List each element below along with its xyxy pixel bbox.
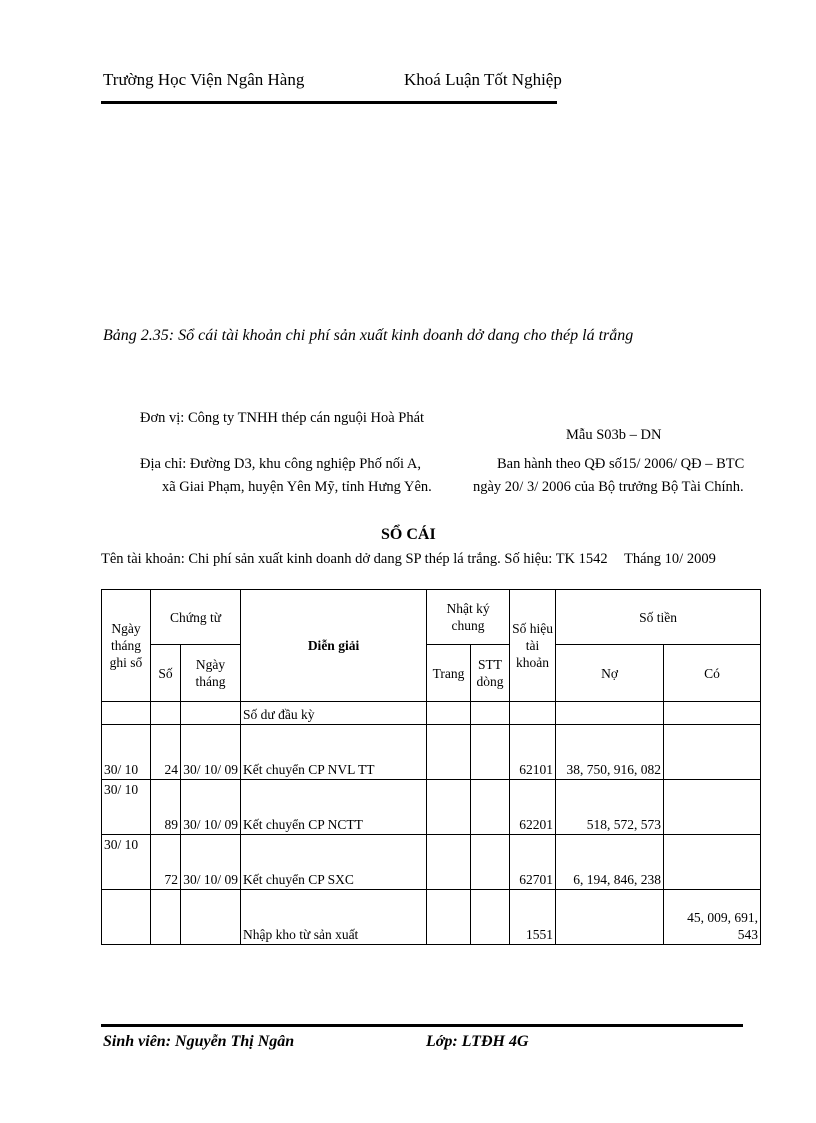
cell-no bbox=[556, 890, 664, 945]
cell-so: 24 bbox=[151, 725, 181, 780]
footer-class: Lớp: LTĐH 4G bbox=[426, 1033, 529, 1050]
header-thesis: Khoá Luận Tốt Nghiệp bbox=[404, 70, 562, 89]
cell-so bbox=[151, 890, 181, 945]
header-nhat-ky-chung: Nhật ký chung bbox=[427, 590, 510, 645]
header-so-tien: Số tiền bbox=[556, 590, 761, 645]
header-school: Trường Học Viện Ngân Hàng bbox=[103, 70, 305, 89]
header-rule bbox=[101, 101, 557, 104]
cell-ngay-ct: 30/ 10/ 09 bbox=[181, 835, 241, 890]
cell-tk: 62101 bbox=[510, 725, 556, 780]
header-co: Có bbox=[664, 645, 761, 702]
footer-rule bbox=[101, 1024, 743, 1027]
cell-tk: 62701 bbox=[510, 835, 556, 890]
cell-dien-giai: Kết chuyển CP SXC bbox=[241, 835, 427, 890]
header-so: Số bbox=[151, 645, 181, 702]
header-ngay-ghi-so: Ngày tháng ghi sổ bbox=[102, 590, 151, 702]
table-row bbox=[102, 780, 761, 835]
cell-tk: 1551 bbox=[510, 890, 556, 945]
table-row bbox=[102, 890, 761, 945]
table-row bbox=[102, 835, 761, 890]
cell-co bbox=[664, 835, 761, 890]
form-date: ngày 20/ 3/ 2006 của Bộ trưởng Bộ Tài Chính. bbox=[473, 479, 744, 495]
cell-dien-giai: Nhập kho từ sản xuất bbox=[241, 890, 427, 945]
header-trang: Trang bbox=[427, 645, 471, 702]
table-row-opening bbox=[102, 702, 761, 725]
account-month: Tháng 10/ 2009 bbox=[624, 551, 716, 567]
account-name: Tên tài khoản: Chi phí sản xuất kinh doanh dở dang SP thép lá trắng. Số hiệu: TK 1542 bbox=[101, 551, 608, 567]
footer-student: Sinh viên: Nguyễn Thị Ngân bbox=[103, 1033, 295, 1050]
header-stt-dong: STT dòng bbox=[471, 645, 510, 702]
ledger-title: SỔ CÁI bbox=[381, 526, 436, 543]
header-ngay-thang: Ngày tháng bbox=[181, 645, 241, 702]
cell-no: 6, 194, 846, 238 bbox=[556, 835, 664, 890]
cell-ngay-ghi: 30/ 10 bbox=[102, 835, 151, 890]
cell-ngay-ghi: 30/ 10 bbox=[102, 780, 151, 835]
form-code: Mẫu S03b – DN bbox=[566, 427, 662, 443]
cell-co bbox=[664, 780, 761, 835]
unit-address-2: xã Giai Phạm, huyện Yên Mỹ, tỉnh Hưng Yên. bbox=[162, 479, 432, 495]
ledger-table bbox=[101, 589, 761, 945]
cell-ngay-ct: 30/ 10/ 09 bbox=[181, 780, 241, 835]
table-row bbox=[102, 725, 761, 780]
cell-ngay-ct bbox=[181, 890, 241, 945]
cell-ngay-ghi: 30/ 10 bbox=[102, 725, 151, 780]
cell-no: 38, 750, 916, 082 bbox=[556, 725, 664, 780]
cell-ngay-ct: 30/ 10/ 09 bbox=[181, 725, 241, 780]
cell-dien-giai: Kết chuyển CP NVL TT bbox=[241, 725, 427, 780]
header-chung-tu: Chứng từ bbox=[151, 590, 241, 645]
form-issued: Ban hành theo QĐ số15/ 2006/ QĐ – BTC bbox=[497, 456, 745, 472]
table-caption: Bảng 2.35: Sổ cái tài khoản chi phí sản xuất kinh doanh dở dang cho thép lá trắng bbox=[103, 327, 634, 344]
cell-ngay-ghi bbox=[102, 890, 151, 945]
cell-no: 518, 572, 573 bbox=[556, 780, 664, 835]
cell-co: 45, 009, 691, 543 bbox=[664, 890, 761, 945]
cell-dien-giai: Kết chuyển CP NCTT bbox=[241, 780, 427, 835]
header-no: Nợ bbox=[556, 645, 664, 702]
header-so-hieu-tk: Số hiệu tài khoản bbox=[510, 590, 556, 702]
header-dien-giai: Diễn giải bbox=[241, 590, 427, 702]
cell-co bbox=[664, 725, 761, 780]
unit-address-1: Địa chỉ: Đường D3, khu công nghiệp Phố nối A, bbox=[140, 456, 421, 472]
cell-so: 72 bbox=[151, 835, 181, 890]
unit-name: Đơn vị: Công ty TNHH thép cán nguội Hoà Phát bbox=[140, 410, 425, 426]
opening-balance: Số dư đầu kỳ bbox=[241, 702, 427, 725]
cell-so: 89 bbox=[151, 780, 181, 835]
cell-tk: 62201 bbox=[510, 780, 556, 835]
